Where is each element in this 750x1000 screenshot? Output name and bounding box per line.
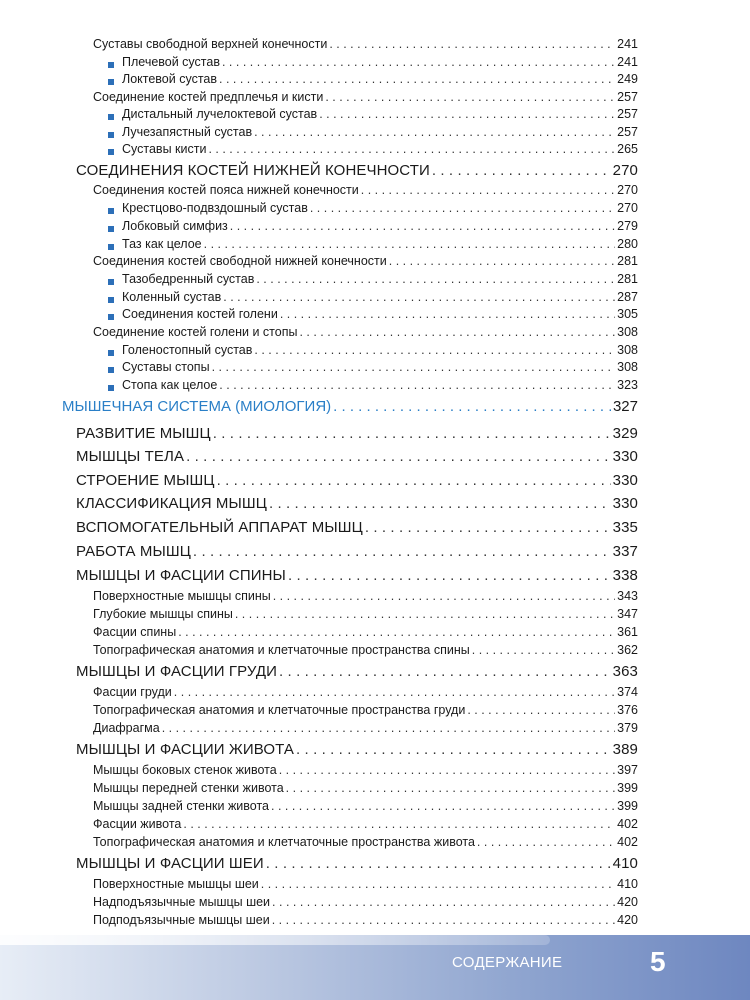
dot-leader xyxy=(208,140,615,158)
toc-page-number: 389 xyxy=(612,741,638,758)
toc-section-row[interactable] xyxy=(108,305,638,323)
toc-entry-title: МЫШЕЧНАЯ СИСТЕМА (МИОЛОГИЯ) xyxy=(62,398,332,415)
toc-page-number: 420 xyxy=(617,895,638,909)
toc-section-row[interactable] xyxy=(93,779,638,797)
toc-entry-title: Коленный сустав xyxy=(122,290,222,304)
toc-page-number: 270 xyxy=(617,201,638,215)
toc-page-number: 265 xyxy=(617,142,638,156)
toc-page-number: 402 xyxy=(617,817,638,831)
toc-section-row[interactable] xyxy=(93,797,638,815)
toc-section-row[interactable] xyxy=(93,875,638,893)
toc-entry-title: Подподъязычные мышцы шеи xyxy=(93,913,270,927)
toc-page-number: 281 xyxy=(617,272,638,286)
toc-page-number: 308 xyxy=(617,360,638,374)
dot-leader xyxy=(361,181,615,199)
dot-leader xyxy=(223,288,615,306)
toc-section-row[interactable] xyxy=(93,605,638,623)
toc-entry-title: КЛАССИФИКАЦИЯ МЫШЦ xyxy=(76,495,267,512)
toc-page-number: 241 xyxy=(617,55,638,69)
toc-section-row[interactable] xyxy=(108,358,638,376)
toc-section-row[interactable] xyxy=(93,719,638,737)
toc-page-number: 399 xyxy=(617,799,638,813)
dot-leader xyxy=(288,565,611,587)
toc-section-row[interactable] xyxy=(108,341,638,359)
dot-leader xyxy=(325,88,615,106)
footer-highlight xyxy=(0,935,550,945)
toc-entry-title: Поверхностные мышцы спины xyxy=(93,589,271,603)
toc-entry-title: Суставы стопы xyxy=(122,360,210,374)
dot-leader xyxy=(174,683,615,701)
toc-entry-title: Диафрагма xyxy=(93,721,160,735)
toc-entry-title: Локтевой сустав xyxy=(122,72,217,86)
dot-leader xyxy=(329,35,615,53)
toc-page-number: 257 xyxy=(617,107,638,121)
toc-section-row[interactable] xyxy=(108,199,638,217)
toc-section-row[interactable] xyxy=(108,235,638,253)
toc-page-number: 280 xyxy=(617,237,638,251)
square-bullet-icon xyxy=(108,350,114,356)
toc-section-row[interactable] xyxy=(93,683,638,701)
toc-page-number: 305 xyxy=(617,307,638,321)
dot-leader xyxy=(273,587,615,605)
dot-leader xyxy=(286,779,615,797)
dot-leader xyxy=(477,833,615,851)
toc-page-number: 270 xyxy=(617,183,638,197)
toc-page-number: 241 xyxy=(617,37,638,51)
toc-chapter-row[interactable] xyxy=(76,493,638,515)
toc-part-row[interactable] xyxy=(62,396,638,418)
toc-entry-title: Плечевой сустав xyxy=(122,55,220,69)
dot-leader xyxy=(261,875,615,893)
toc-section-row[interactable] xyxy=(108,288,638,306)
toc-chapter-row[interactable] xyxy=(76,160,638,182)
toc-page-number: 410 xyxy=(617,877,638,891)
dot-leader xyxy=(272,893,615,911)
toc-page-number: 402 xyxy=(617,835,638,849)
toc-page-number: 308 xyxy=(617,343,638,357)
dot-leader xyxy=(222,53,615,71)
dot-leader xyxy=(472,641,615,659)
toc-page-number: 327 xyxy=(612,398,638,415)
toc-entry-title: Соединения костей пояса нижней конечности xyxy=(93,183,359,197)
toc-section-row[interactable] xyxy=(93,701,638,719)
toc-chapter-row[interactable] xyxy=(76,853,638,875)
dot-leader xyxy=(467,701,615,719)
dot-leader xyxy=(193,541,611,563)
dot-leader xyxy=(183,815,615,833)
toc-entry-title: Соединение костей голени и стопы xyxy=(93,325,298,339)
dot-leader xyxy=(230,217,615,235)
toc-chapter-row[interactable] xyxy=(76,446,638,468)
toc-page-number: 379 xyxy=(617,721,638,735)
toc-chapter-row[interactable] xyxy=(76,517,638,539)
toc-chapter-row[interactable] xyxy=(76,470,638,492)
toc-page-number: 397 xyxy=(617,763,638,777)
toc-entry-title: Соединения костей свободной нижней конечности xyxy=(93,254,387,268)
toc-entry-title: РАЗВИТИЕ МЫШЦ xyxy=(76,425,211,442)
toc-section-row[interactable] xyxy=(108,123,638,141)
toc-section-row[interactable] xyxy=(93,893,638,911)
toc-chapter-row[interactable] xyxy=(76,423,638,445)
toc-entry-title: Суставы кисти xyxy=(122,142,207,156)
toc-section-row[interactable] xyxy=(108,270,638,288)
footer-section-label: СОДЕРЖАНИЕ xyxy=(452,954,563,971)
square-bullet-icon xyxy=(108,132,114,138)
toc-page-number: 330 xyxy=(612,448,638,465)
toc-entry-title: Дистальный лучелоктевой сустав xyxy=(122,107,318,121)
toc-page-number: 399 xyxy=(617,781,638,795)
dot-leader xyxy=(296,739,611,761)
toc-entry-title: Надподъязычные мышцы шеи xyxy=(93,895,271,909)
toc-entry-title: МЫШЦЫ И ФАСЦИИ ЖИВОТА xyxy=(76,741,294,758)
toc-entry-title: Топографическая анатомия и клетчаточные пространства спины xyxy=(93,643,470,657)
toc-section-row[interactable] xyxy=(93,587,638,605)
toc-section-row[interactable] xyxy=(93,252,638,270)
toc-page-number: 257 xyxy=(617,90,638,104)
toc-chapter-row[interactable] xyxy=(76,565,638,587)
toc-entry-title: Суставы свободной верхней конечности xyxy=(93,37,328,51)
dot-leader xyxy=(272,911,615,929)
toc-page-number: 323 xyxy=(617,378,638,392)
toc-entry-title: Голеностопный сустав xyxy=(122,343,253,357)
dot-leader xyxy=(266,853,611,875)
toc-entry-title: Мышцы боковых стенок живота xyxy=(93,763,277,777)
toc-page-number: 343 xyxy=(617,589,638,603)
toc-section-row[interactable] xyxy=(93,88,638,106)
square-bullet-icon xyxy=(108,79,114,85)
toc-page-number: 257 xyxy=(617,125,638,139)
toc-page-number: 308 xyxy=(617,325,638,339)
square-bullet-icon xyxy=(108,114,114,120)
toc-page-number: 335 xyxy=(612,519,638,536)
toc-section-row[interactable] xyxy=(108,140,638,158)
dot-leader xyxy=(235,605,615,623)
toc-page-number: 249 xyxy=(617,72,638,86)
toc-section-row[interactable] xyxy=(93,911,638,929)
dot-leader xyxy=(271,797,615,815)
square-bullet-icon xyxy=(108,279,114,285)
dot-leader xyxy=(310,199,615,217)
dot-leader xyxy=(213,423,611,445)
dot-leader xyxy=(219,376,615,394)
toc-entry-title: Топографическая анатомия и клетчаточные пространства груди xyxy=(93,703,466,717)
toc-page-number: 347 xyxy=(617,607,638,621)
toc-entry-title: СОЕДИНЕНИЯ КОСТЕЙ НИЖНЕЙ КОНЕЧНОСТИ xyxy=(76,162,430,179)
toc-entry-title: Поверхностные мышцы шеи xyxy=(93,877,259,891)
toc-entry-title: Фасции груди xyxy=(93,685,172,699)
square-bullet-icon xyxy=(108,244,114,250)
toc-entry-title: Мышцы задней стенки живота xyxy=(93,799,270,813)
toc-page-number: 287 xyxy=(617,290,638,304)
toc-entry-title: ВСПОМОГАТЕЛЬНЫЙ АППАРАТ МЫШЦ xyxy=(76,519,363,536)
toc-entry-title: Лобковый симфиз xyxy=(122,219,228,233)
square-bullet-icon xyxy=(108,149,114,155)
toc-chapter-row[interactable] xyxy=(76,661,638,683)
toc-entry-title: Топографическая анатомия и клетчаточные пространства живота xyxy=(93,835,475,849)
toc-chapter-row[interactable] xyxy=(76,739,638,761)
toc-page-number: 362 xyxy=(617,643,638,657)
square-bullet-icon xyxy=(108,314,114,320)
toc-entry-title: МЫШЦЫ И ФАСЦИИ СПИНЫ xyxy=(76,567,286,584)
toc-page-number: 337 xyxy=(612,543,638,560)
dot-leader xyxy=(256,270,615,288)
toc-entry-title: Соединение костей предплечья и кисти xyxy=(93,90,324,104)
toc-page-number: 363 xyxy=(612,663,638,680)
toc-section-row[interactable] xyxy=(108,105,638,123)
dot-leader xyxy=(299,323,615,341)
square-bullet-icon xyxy=(108,367,114,373)
toc-page-number: 329 xyxy=(612,425,638,442)
toc-entry-title: Стопа как целое xyxy=(122,378,218,392)
toc-entry-title: РАБОТА МЫШЦ xyxy=(76,543,191,560)
dot-leader xyxy=(186,446,611,468)
toc-section-row[interactable] xyxy=(93,623,638,641)
toc-section-row[interactable] xyxy=(93,641,638,659)
toc-section-row[interactable] xyxy=(93,761,638,779)
square-bullet-icon xyxy=(108,297,114,303)
toc-page-number: 376 xyxy=(617,703,638,717)
toc-page-number: 374 xyxy=(617,685,638,699)
toc-section-row[interactable] xyxy=(108,70,638,88)
square-bullet-icon xyxy=(108,385,114,391)
dot-leader xyxy=(389,252,615,270)
toc-page-number: 338 xyxy=(612,567,638,584)
toc-entry-title: МЫШЦЫ ТЕЛА xyxy=(76,448,185,465)
toc-entry-title: Тазобедренный сустав xyxy=(122,272,255,286)
square-bullet-icon xyxy=(108,208,114,214)
toc-entry-title: Мышцы передней стенки живота xyxy=(93,781,284,795)
dot-leader xyxy=(279,661,611,683)
square-bullet-icon xyxy=(108,226,114,232)
dot-leader xyxy=(333,396,611,418)
toc-entry-title: МЫШЦЫ И ФАСЦИИ ШЕИ xyxy=(76,855,264,872)
toc-chapter-row[interactable] xyxy=(76,541,638,563)
toc-page-number: 330 xyxy=(612,472,638,489)
footer-page-number: 5 xyxy=(650,946,666,977)
dot-leader xyxy=(365,517,611,539)
dot-leader xyxy=(254,123,615,141)
toc-section-row[interactable] xyxy=(108,217,638,235)
square-bullet-icon xyxy=(108,62,114,68)
dot-leader xyxy=(212,358,616,376)
toc-page-number: 420 xyxy=(617,913,638,927)
toc-page-number: 270 xyxy=(612,162,638,179)
toc-page-number: 361 xyxy=(617,625,638,639)
toc-entry-title: Фасции живота xyxy=(93,817,182,831)
dot-leader xyxy=(178,623,615,641)
toc-section-row[interactable] xyxy=(93,181,638,199)
dot-leader xyxy=(279,761,615,779)
toc-entry-title: Лучезапястный сустав xyxy=(122,125,253,139)
dot-leader xyxy=(217,470,611,492)
toc-page-number: 410 xyxy=(612,855,638,872)
toc-entry-title: Таз как целое xyxy=(122,237,202,251)
toc-section-row[interactable] xyxy=(108,376,638,394)
toc-entry-title: СТРОЕНИЕ МЫШЦ xyxy=(76,472,215,489)
toc-section-row[interactable] xyxy=(93,323,638,341)
toc-section-row[interactable] xyxy=(108,53,638,71)
toc-entry-title: Соединения костей голени xyxy=(122,307,278,321)
dot-leader xyxy=(319,105,615,123)
toc-page-number: 281 xyxy=(617,254,638,268)
toc-entry-title: Фасции спины xyxy=(93,625,177,639)
toc-section-row[interactable] xyxy=(93,833,638,851)
dot-leader xyxy=(432,160,611,182)
toc-entry-title: Глубокие мышцы спины xyxy=(93,607,233,621)
toc-section-row[interactable] xyxy=(93,815,638,833)
dot-leader xyxy=(204,235,616,253)
toc-page-number: 330 xyxy=(612,495,638,512)
dot-leader xyxy=(280,305,615,323)
toc-entry-title: МЫШЦЫ И ФАСЦИИ ГРУДИ xyxy=(76,663,278,680)
dot-leader xyxy=(162,719,615,737)
dot-leader xyxy=(219,70,615,88)
toc-page-number: 279 xyxy=(617,219,638,233)
dot-leader xyxy=(254,341,615,359)
dot-leader xyxy=(269,493,611,515)
toc-entry-title: Крестцово-подвздошный сустав xyxy=(122,201,308,215)
toc-section-row[interactable] xyxy=(93,35,638,53)
